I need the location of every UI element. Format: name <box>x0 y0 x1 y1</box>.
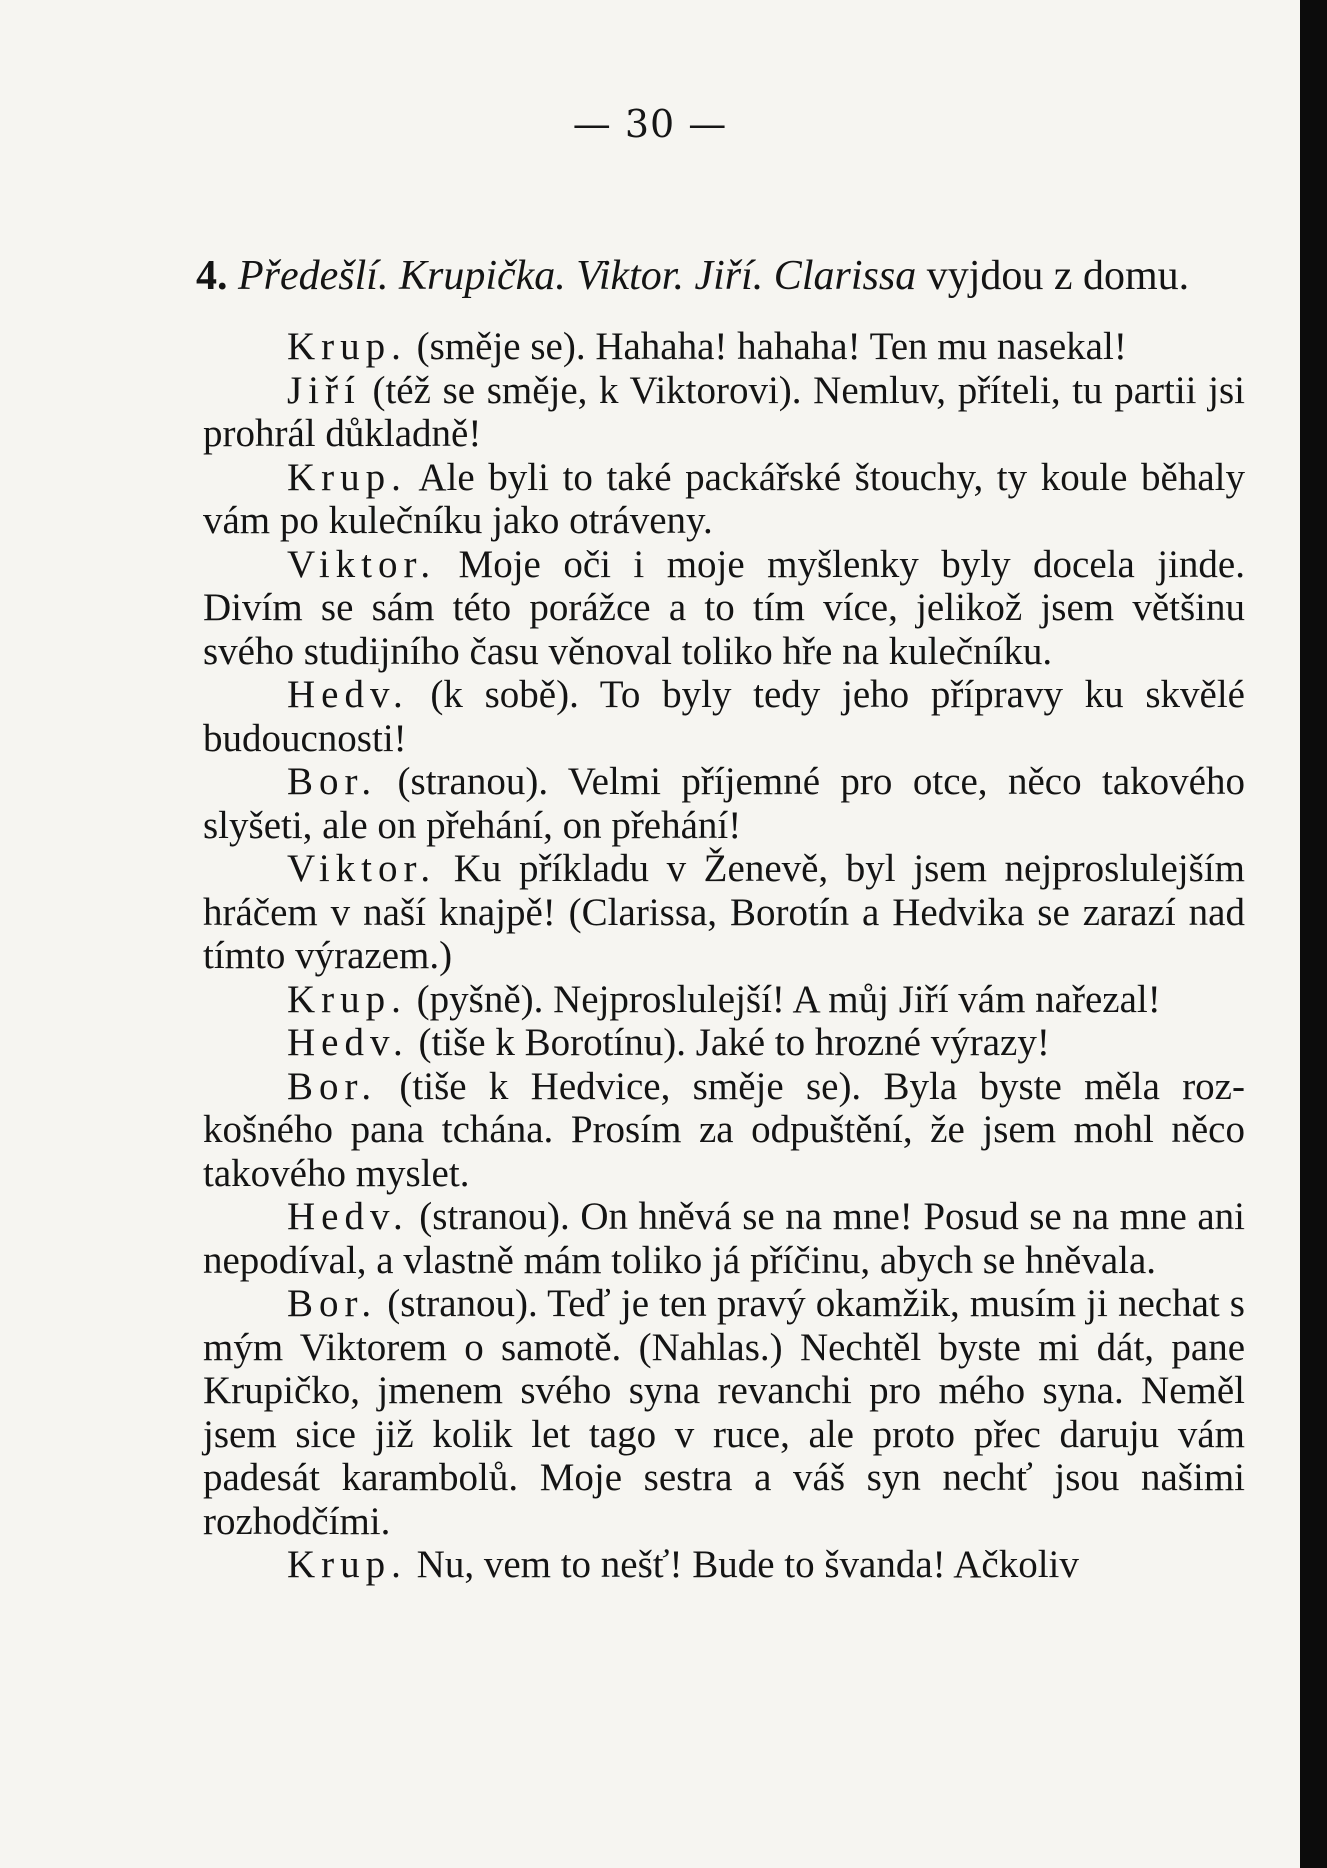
dialogue-paragraph <box>203 673 1245 760</box>
dialogue-paragraph <box>203 543 1245 674</box>
dialogue-paragraph <box>203 325 1245 369</box>
speaker: Viktor. <box>287 542 437 586</box>
speaker: Bor. <box>287 1064 378 1108</box>
speaker: Krup. <box>287 977 407 1021</box>
scene-number: 4. <box>196 253 228 299</box>
speaker: Krup. <box>287 1543 407 1586</box>
dialogue-paragraph <box>203 369 1245 456</box>
dialogue-paragraph <box>203 978 1245 1022</box>
speaker: Hedv. <box>287 1021 409 1064</box>
speech: (k sobě). To byly tedy jeho přípravy ku skvělé budoucnosti! <box>203 673 1245 760</box>
dialogue-paragraph <box>203 1065 1245 1196</box>
speech: (směje se). Hahaha! hahaha! Ten mu nasekal! <box>406 325 1127 368</box>
speaker: Bor. <box>287 760 378 803</box>
dialogue-body <box>203 325 1245 1587</box>
speech: (tiše k Hedvice, směje se). Byla byste měla rozkošného pana tchána. Prosím za odpuštění, že jsem mohl něco takového myslet. <box>203 1064 1245 1195</box>
scene-direction: vyjdou z domu. <box>916 253 1190 299</box>
dialogue-paragraph <box>203 1021 1245 1065</box>
dialogue-paragraph <box>203 1282 1245 1543</box>
scene-characters: Předešlí. Krupička. Viktor. Jiří. Clarissa <box>238 253 917 299</box>
speaker: Hedv. <box>287 673 409 716</box>
speech: (pyšně). Nejproslulejší! A můj Jiří vám nařezal! <box>406 977 1161 1021</box>
dialogue-paragraph <box>203 1195 1245 1282</box>
dialogue-paragraph <box>203 456 1245 543</box>
speech: Ale byli to také packářské štouchy, ty koule běhaly vám po kulečníku jako otráveny. <box>203 455 1245 542</box>
scene-heading <box>196 252 1246 300</box>
speaker: Hedv. <box>287 1195 409 1238</box>
speech: (stranou). Teď je ten pravý okamžik, musím ji nechat s mým Viktorem o samotě. (Nahlas.) Nechtěl byste mi dát, pane Krupičko, jmenem svého syna revanchi pro mého syna. Neměl jsem sice již kolik let tago v ruce, ale proto přec daruju vám padesát karambolů. Moje sestra a váš syn nechť jsou našimi rozhodčími. <box>203 1282 1245 1543</box>
speaker: Viktor. <box>287 847 437 890</box>
speaker: Jiří <box>287 368 361 412</box>
speaker: Krup. <box>287 455 407 499</box>
page-number: — 30 — <box>572 102 728 146</box>
book-spine-shadow <box>1300 0 1327 1868</box>
speech: Nu, vem to nešť! Bude to švanda! Ačkoliv <box>406 1543 1079 1586</box>
dialogue-paragraph <box>203 760 1245 847</box>
speech: (stranou). Velmi příjemné pro otce, něco takového slyšeti, ale on přehání, on přehání! <box>203 760 1245 847</box>
dialogue-paragraph <box>203 1543 1245 1587</box>
dialogue-paragraph <box>203 847 1245 978</box>
speech: (stranou). On hněvá se na mne! Posud se na mne ani nepodíval, a vlastně mám toliko já příčinu, abych se hněvala. <box>203 1195 1245 1282</box>
speaker: Krup. <box>287 325 407 368</box>
speech: (též se směje, k Viktorovi). Nemluv, příteli, tu partii jsi prohrál důkladně! <box>203 368 1245 455</box>
speaker: Bor. <box>287 1282 378 1325</box>
speech: Ku příkladu v Ženevě, byl jsem nejproslulejším hráčem v naší knajpě! (Clarissa, Borotín a Hedvika se zarazí nad tímto výrazem.) <box>203 847 1245 977</box>
speech: Moje oči i moje myšlenky byly docela jinde. Divím se sám této porážce a to tím více, jelikož jsem většinu svého studijního času věnoval toliko hře na kulečníku. <box>203 542 1245 673</box>
speech: (tiše k Borotínu). Jaké to hrozné výrazy! <box>408 1021 1050 1064</box>
